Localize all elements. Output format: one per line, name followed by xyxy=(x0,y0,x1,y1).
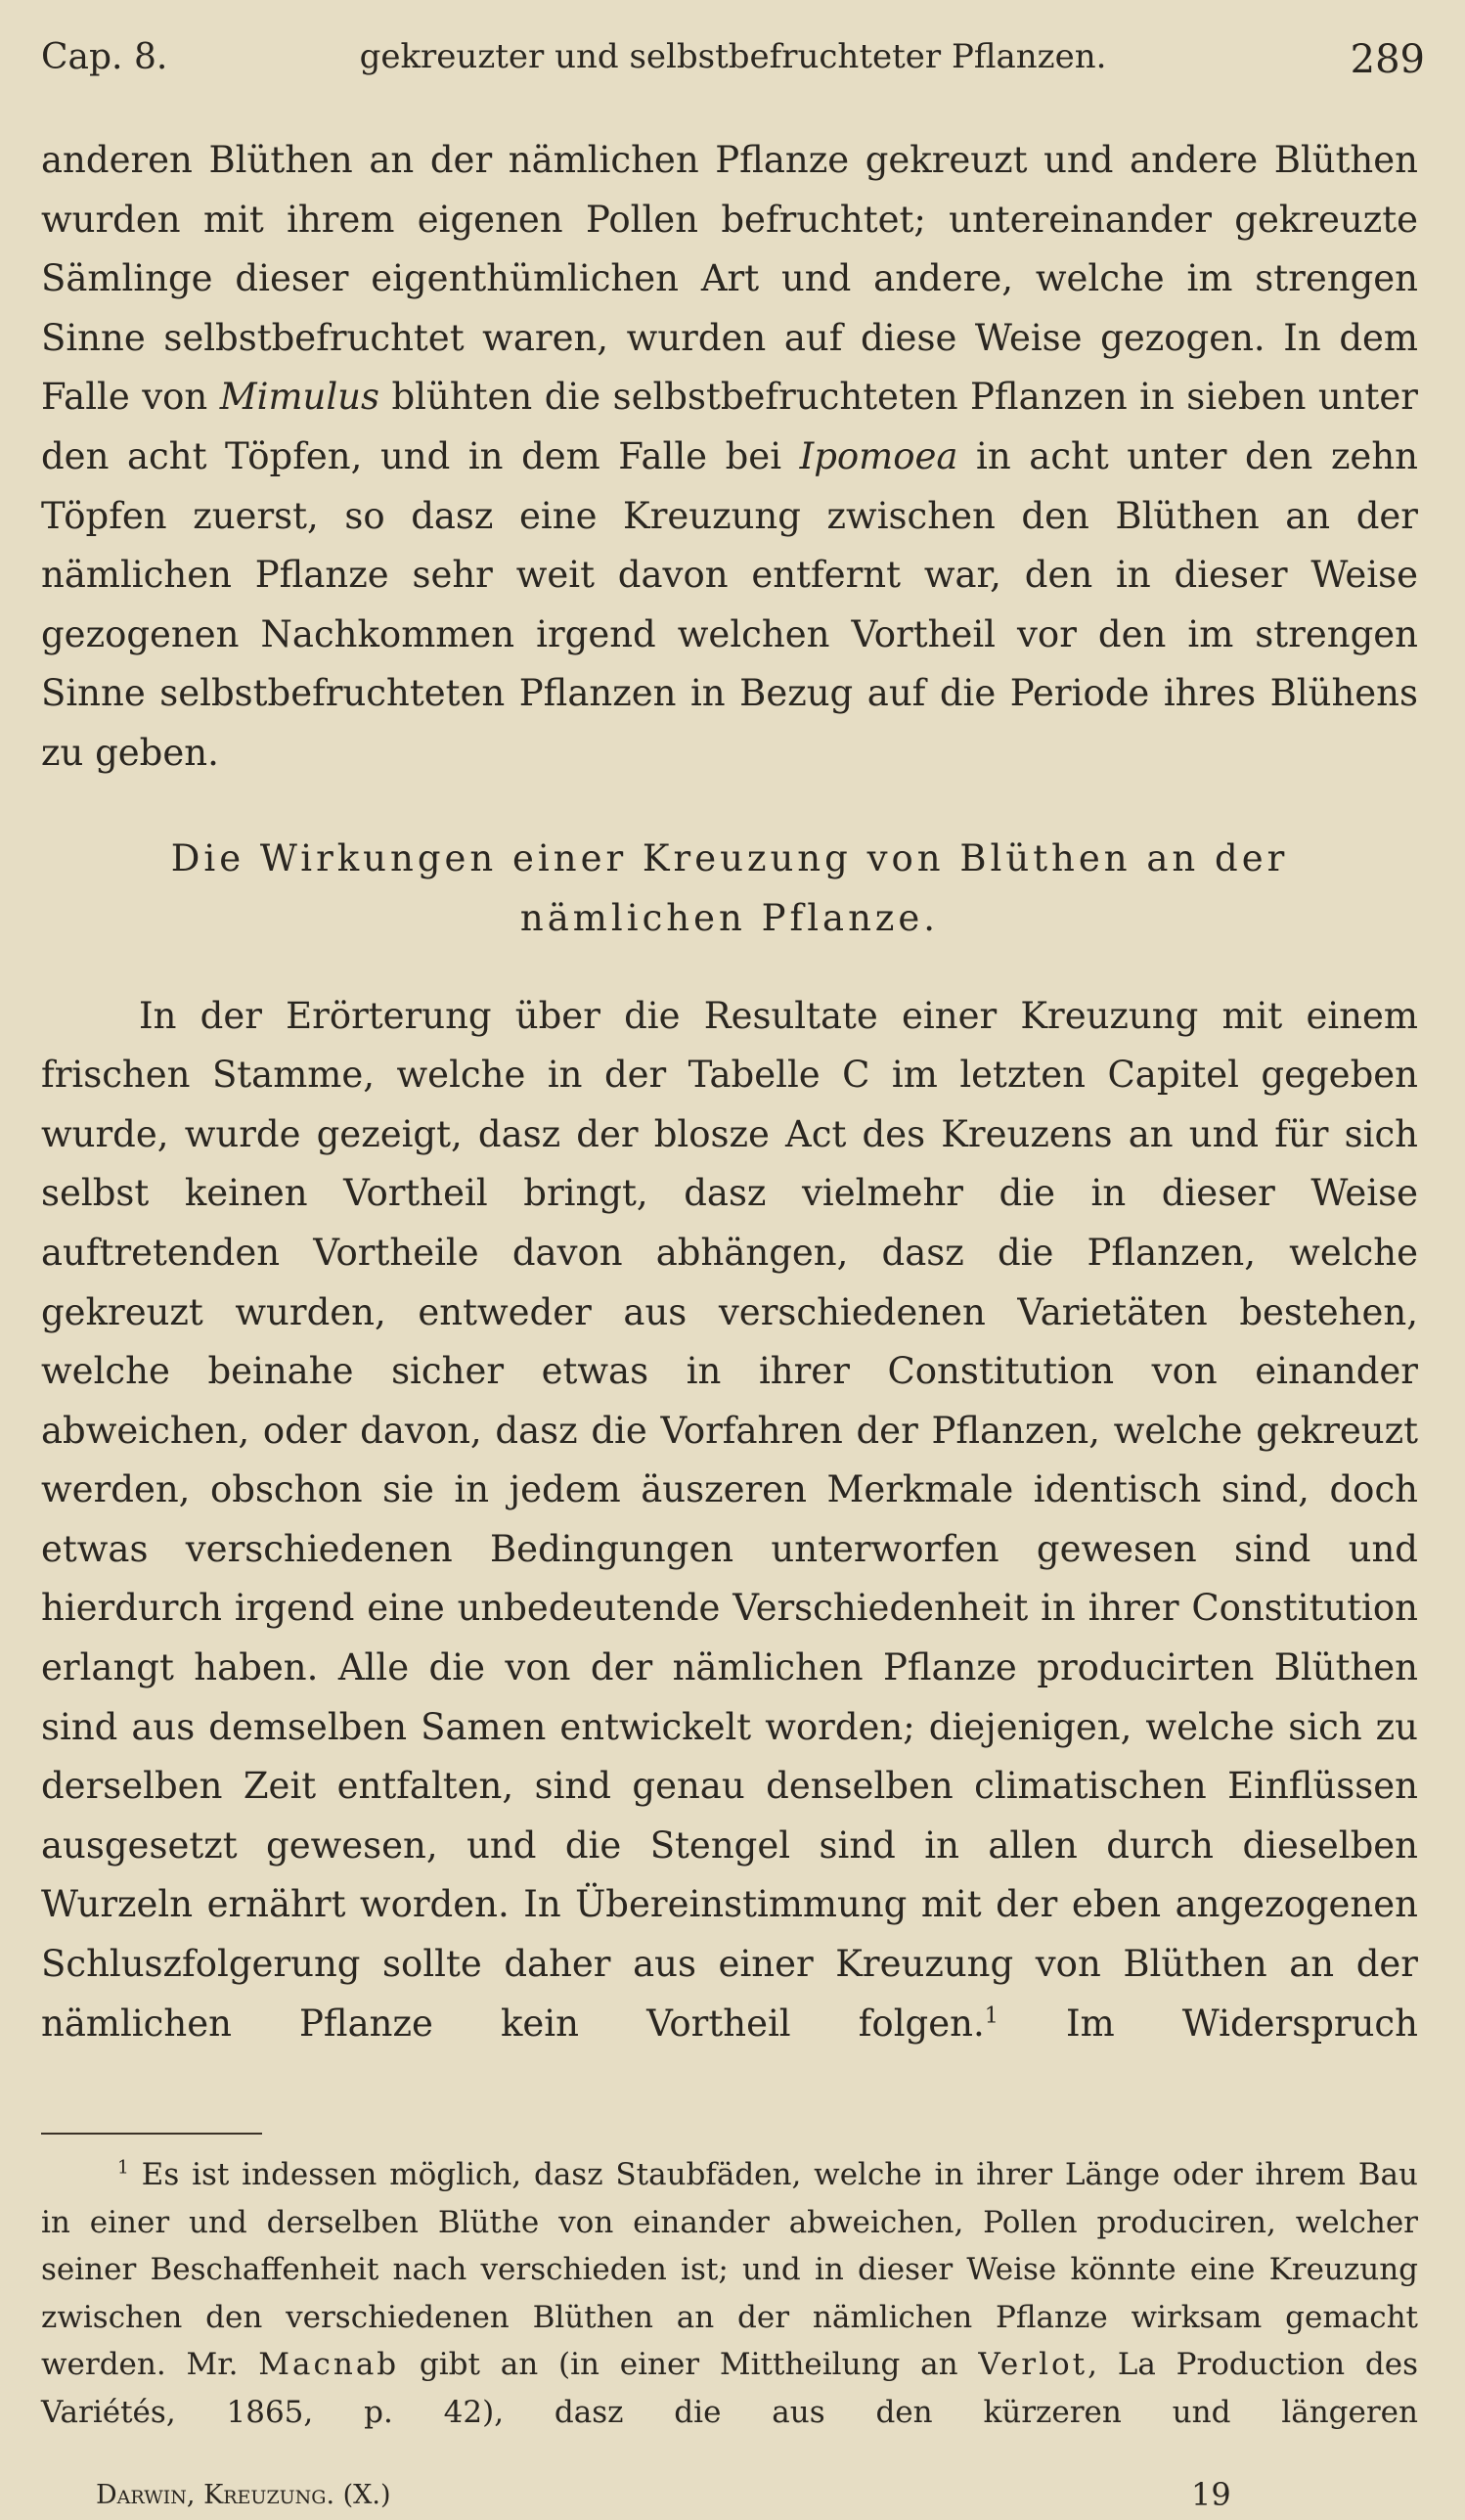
genus-mimulus: Mimulus xyxy=(219,376,380,419)
footnote-rule xyxy=(41,2133,262,2135)
chapter-label: Cap. 8. xyxy=(41,37,168,77)
footnote-marker: 1 xyxy=(117,2157,129,2179)
main-text xyxy=(41,131,1418,2053)
section-heading xyxy=(41,829,1418,948)
paragraph-continued: anderen Blüthen an der nämlichen Pflanze gekreuzt und andere Blüthen wurden mit ihrem eigenen Pollen befruchtet; untereinander gekreuzte Sämlinge dieser eigenthümlichen Art und andere, welche im strengen Sinne selbstbefruchtet waren, wurden auf diese Weise gezogen. In dem Falle von Mimulus blühten die selbstbefruchteten Pflanzen in sieben unter den acht Töpfen, und in dem Falle bei Ipomoea in acht unter den zehn Töpfen zuerst, so dasz eine Kreuzung zwischen den Blüthen an der nämlichen Pflanze sehr weit davon entfernt war, den in dieser Weise gezogenen Nachkommen irgend welchen Vortheil vor den im strengen Sinne selbstbefruchteten Pflanzen in Bezug auf die Periode ihres Blühens zu geben. xyxy=(41,139,1418,774)
running-title: gekreuzter und selbstbefruchteter Pflanzen. xyxy=(359,37,1107,76)
page-footer xyxy=(96,2476,1231,2519)
genus-ipomoea: Ipomoea xyxy=(799,434,958,477)
footnote: $^1$ Es ist indessen möglich, dasz Staubfäden, welche in ihrer Länge oder ihrem Bau in einer und derselben Blüthe von einander abweichen, Pollen produciren, welcher seiner Beschaffenheit nach verschieden ist; und in dieser Weise könnte eine Kreuzung zwischen den verschiedenen Blüthen an der nämlichen Pflanze wirksam gemacht werden. Mr. Macnab gibt an (in einer Mittheilung an Verlot, La Production des Variétés, 1865, p. 42), dasz die aus den kürzeren und längeren xyxy=(41,2157,1418,2430)
section-heading-line-2: nämlichen Pflanze. xyxy=(519,896,940,939)
section-heading-line-1: Die Wirkungen einer Kreuzung von Blüthen an der xyxy=(170,836,1289,879)
paragraph-main: In der Erörterung über die Resultate einer Kreuzung mit einem frischen Stamme, welche in der Tabelle C im letzten Capitel gegeben wurde, wurde gezeigt, dasz der blosze Act des Kreuzens an und für sich selbst keinen Vortheil bringt, dasz vielmehr die in dieser Weise auftretenden Vortheile davon abhängen, dasz die Pflanzen, welche gekreuzt wurden, entweder aus verschiedenen Varietäten bestehen, welche beinahe sicher etwas in ihrer Constitution von einander abweichen, oder davon, dasz die Vorfahren der Pflanzen, welche gekreuzt werden, obschon sie in jedem äuszeren Merkmale identisch sind, doch etwas verschiedenen Bedingungen unterworfen gewesen sind und hierdurch irgend eine unbedeutende Verschiedenheit in ihrer Constitution erlangt haben. Alle die von der nämlichen Pflanze producirten Blüthen sind aus demselben Samen entwickelt worden; diejenigen, welche sich zu derselben Zeit entfalten, sind genau denselben climatischen Einflüssen ausgesetzt gewesen, und die Stengel sind in allen durch dieselben Wurzeln ernährt worden. In Übereinstimmung mit der eben angezogenen Schluszfolgerung sollte daher aus einer Kreuzung von Blüthen an der nämlichen Pflanze kein Vortheil folgen.$^1$ Im Widerspruch xyxy=(41,994,1418,2045)
footnote-reference: 1 xyxy=(984,2002,999,2029)
running-header xyxy=(41,37,1425,88)
person-macnab: Macnab xyxy=(258,2347,400,2383)
page-number: 289 xyxy=(1350,37,1425,82)
person-verlot: Verlot xyxy=(978,2347,1088,2383)
sheet-number: 19 xyxy=(1191,2476,1231,2513)
signature-line: Darwin, Kreuzung. (X.) xyxy=(96,2480,391,2510)
